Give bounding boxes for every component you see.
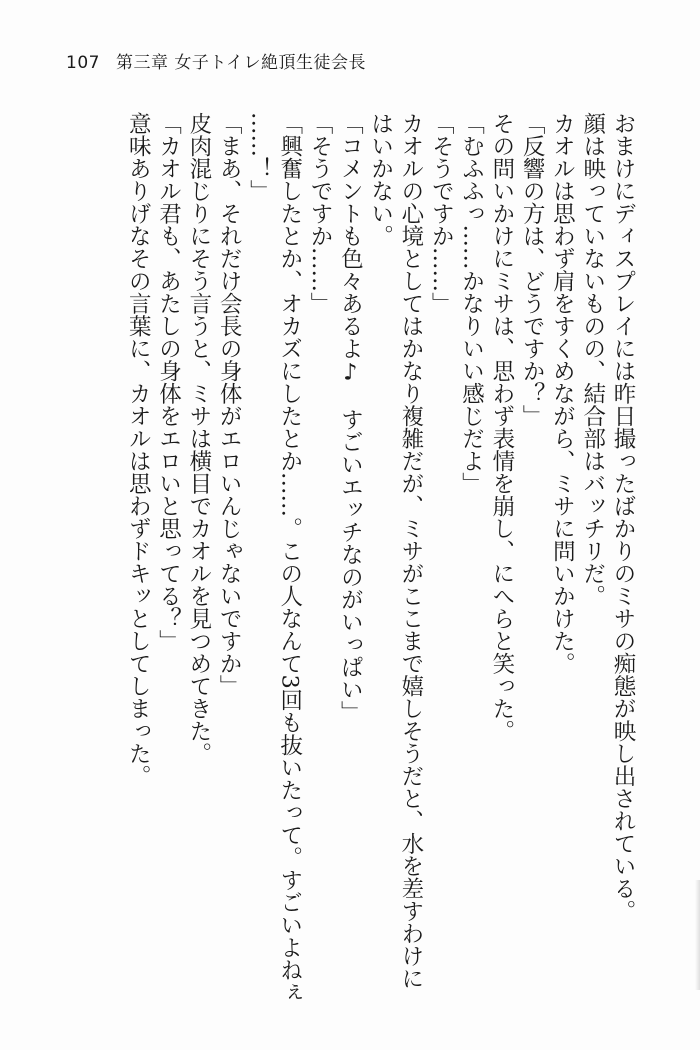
text-line: 「反響の方は、どうですか？」 [519, 112, 546, 427]
text-line: 皮肉混じりにそう言うと、ミサは横目でカオルを見つめてきた。 [185, 112, 212, 765]
text-line: 「カオル君も、あたしの身体をエロいと思ってる？」 [155, 112, 182, 652]
page-number: 107 [66, 53, 100, 73]
text-line: はいかない。 [367, 112, 394, 247]
text-line: 「興奮したとか、オカズにしたとか……。この人なんて3回も抜いたって。すごいよねぇ [276, 112, 303, 1004]
text-line: 意味ありげなその言葉に、カオルは思わずドキッとしてしまった。 [125, 112, 152, 787]
text-line: 「むふふっ……かなりいい感じだよ」 [458, 112, 485, 495]
text-line: 顔は映っていないものの、結合部はバッチリだ。 [579, 112, 606, 607]
text-line: カオルは思わず肩をすくめながら、ミサに問いかけた。 [549, 112, 576, 675]
text-line: 「コメントも色々あるよ♪ すごいエッチなのがいっぱい」 [337, 112, 364, 723]
body-text [123, 112, 638, 1042]
text-line: 「まあ、それだけ会長の身体がエロいんじゃないですか」 [216, 112, 243, 697]
text-line: 「そうですか……」 [307, 112, 334, 315]
text-line: ……！」 [246, 112, 273, 202]
page-edge-shadow [695, 880, 700, 990]
text-line: おまけにディスプレイには昨日撮ったばかりのミサの痴態が映し出されている。 [610, 112, 636, 922]
text-line: カオルの心境としてはかなり複雑だが、ミサがここまで嬉しそうだと、水を差すわけに [397, 112, 424, 990]
text-line: その問いかけにミサは、思わず表情を崩し、にへらと笑った。 [488, 112, 515, 742]
chapter-title: 第三章 女子トイレ絶頂生徒会長 [115, 53, 367, 73]
running-head [66, 48, 366, 73]
text-line: 「そうですか……」 [428, 112, 455, 315]
